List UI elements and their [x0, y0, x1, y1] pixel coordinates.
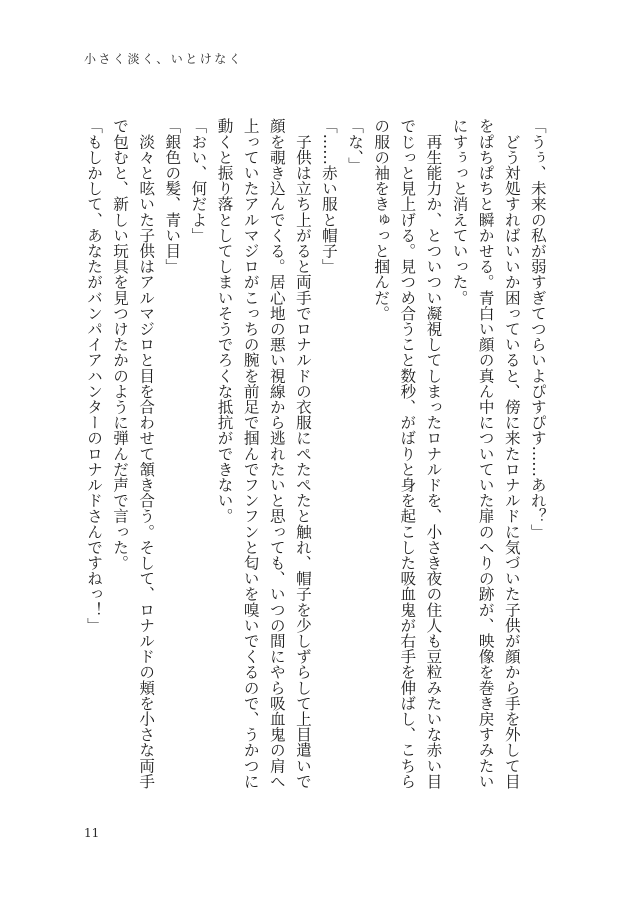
text-line: 「銀色の髪、青い目」	[163, 118, 182, 274]
text-line: をぱちぱちと瞬かせる。青白い顔の真ん中についていた扉のへりの跡が、映像を巻き戻すみたい	[476, 118, 495, 789]
text-line: 子供は立ち上がると両手でロナルドの衣服にぺたぺたと触れ、帽子を少しずらして上目遣いで	[293, 118, 312, 789]
text-line: 顔を覗き込んでくる。居心地の悪い視線から逃れたいと思っても、いつの間にやら吸血鬼の肩へ	[267, 118, 286, 789]
page-number: 11	[84, 826, 100, 840]
text-line: 「……赤い服と帽子」	[319, 118, 338, 274]
text-line: にすぅっと消えていった。	[450, 118, 469, 306]
vertical-text-block	[85, 118, 547, 789]
text-line: 「な、」	[346, 118, 365, 173]
text-line: 「もしかして、あなたがバンパイアハンターのロナルドさんですねっ！」	[85, 118, 103, 633]
text-line: で包むと、新しい玩具を見つけたかのように弾んだ声で言った。	[111, 118, 130, 571]
running-head: 小さく淡く、いとけなく	[84, 52, 244, 66]
text-line: 「おい、何だよ」	[189, 118, 208, 243]
text-line: 淡々と呟いた子供はアルマジロと目を合わせて頷き合う。そして、ロナルドの頬を小さな両手	[137, 118, 156, 789]
text-line: 上っていたアルマジロがこっちの腕を前足で掴んでフンフンと匂いを嗅いでくるので、うかつに	[241, 118, 260, 789]
text-line: 「うぅ、未来の私が弱すぎてつらいよぴすぴす……あれ？」	[528, 118, 547, 540]
text-line: どう対処すればいいか困っていると、傍に来たロナルドに気づいた子供が顔から手を外して目	[502, 118, 521, 789]
text-line: の服の袖をきゅっと掴んだ。	[372, 118, 391, 321]
text-line: でじっと見上げる。見つめ合うこと数秒、がばりと身を起こした吸血鬼が右手を伸ばし、こちら	[398, 118, 417, 789]
text-line: 再生能力か、とついつい凝視してしまったロナルドを、小さき夜の住人も豆粒みたいな赤い目	[424, 118, 443, 789]
text-line: 動くと振り落としてしまいそうでろくな抵抗ができない。	[215, 118, 234, 524]
